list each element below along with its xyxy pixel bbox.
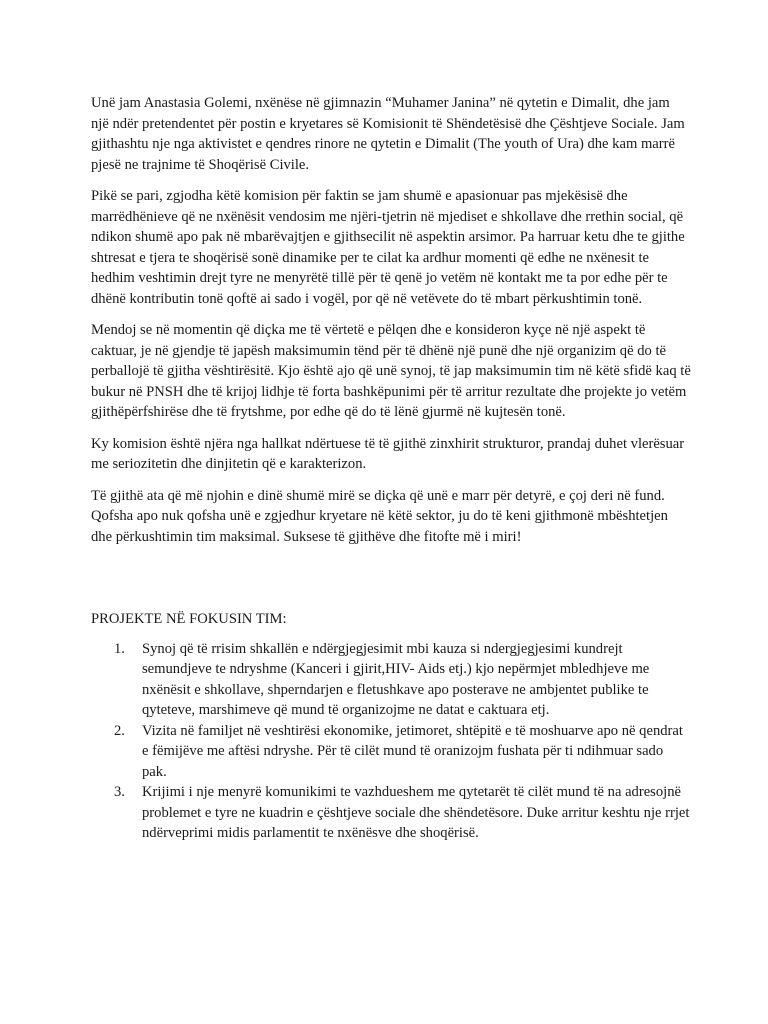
projects-list xyxy=(91,639,691,844)
closing-paragraph: Të gjithë ata që më njohin e dinë shumë mirë se diçka që unë e marr për detyrë, e çoj deri në fund. Qofsha apo nuk qofsha unë e zgjedhur kryetare në këtë sektor, ju do të keni gjithmonë mbështetjen dhe përkushtimin tim maksimal. Suksese të gjithëve dhe fitofte më i miri! xyxy=(91,487,668,545)
list-item xyxy=(91,639,691,721)
intro-paragraph: Unë jam Anastasia Golemi, nxënëse në gjimnazin “Muhamer Janina” në qytetin e Dimalit, dhe jam një ndër pretendentet për postin e kryetares së Komisionit të Shëndetësisë dhe Çështjeve Sociale. Jam gjithashtu nje nga aktivistet e qendres rinore ne qytetin e Dimalit (The youth of Ura) dhe kam marrë pjesë ne trajnime të Shoqërisë Civile. xyxy=(91,95,685,173)
list-item xyxy=(91,782,691,844)
list-item-text: Krijimi i nje menyrë komunikimi te vazhdueshem me qytetarët të cilët mund të na adresojnë problemet e tyre ne kuadrin e çështjeve sociale dhe shëndetësore. Duke arritur keshtu nje rrjet ndërveprimi midis parlamentit te nxënësve dhe shoqërisë. xyxy=(142,784,690,841)
list-item-number: 3. xyxy=(114,784,125,800)
list-item-text: Vizita në familjet në veshtirësi ekonomike, jetimoret, shtëpitë e të moshuarve apo në qendrat e fëmijëve me aftësi ndryshe. Për të cilët mund të oranizojm fushata për ti ndihmuar sado pak. xyxy=(142,722,683,780)
projects-title: PROJEKTE NË FOKUSIN TIM: xyxy=(91,611,287,627)
document-page xyxy=(91,93,691,844)
list-item-number: 1. xyxy=(114,640,125,657)
list-item-number: 2. xyxy=(114,722,125,739)
list-item-text: Synoj që të rrisim shkallën e ndërgjegjesimit mbi kauza si ndergjegjesimi kundrejt semundjeve te ndryshme (Kanceri i gjirit,HIV- Aids etj.) kjo nepërmjet mbledhjeve me nxënësit e shkollave, shperndarjen e fletushkave apo posterave ne ambjentet publike te qyteteve, marshimeve që mund të organizojme ne datat e caktuara etj. xyxy=(142,640,650,718)
commitment-paragraph: Mendoj se në momentin që diçka me të vërtetë e pëlqen dhe e konsideron kyçe në një aspekt të caktuar, je në gjendje të japësh maksimumin tënd për të dhënë një punë dhe një organizim që do të perballojë të gjitha vështirësitë. Kjo është ajo që unë synoj, të jap maksimumin tim në këtë sfidë kaq të bukur në PNSH dhe të krijoj lidhje të forta bashkëpunimi për të arritur rezultate dhe projekte jo vetëm gjithëpërfshirëse dhe të frytshme, por edhe që do të lënë gjurmë në kujtesën tonë. xyxy=(91,322,691,420)
commission-paragraph: Ky komision është njëra nga hallkat ndërtuese të të gjithë zinxhirit strukturor, prandaj duhet vlerësuar me seriozitetin dhe dinjitetin që e karakterizon. xyxy=(91,435,685,472)
motivation-paragraph: Pikë se pari, zgjodha këtë komision për faktin se jam shumë e apasionuar pas mjekësisë dhe marrëdhënieve që ne nxënësit vendosim me njëri-tjetrin në mjediset e shkollave dhe rrethin social, që ndikon shumë apo pak në mbarëvajtjen e gjithsecilit në aspektin arsimor. Pa harruar ketu dhe te gjithe shtresat e tjera te shoqërisë sonë dinamike per te cilat ka ardhur momenti që edhe ne nxënesit te hedhim veshtimin drejt tyre ne menyrëtë tillë për të qenë jo vetëm në kontakt me ta por edhe për te dhënë kontributin tonë qoftë ai sado i vogël, por që në vetëvete do të mbart përkushtimin tonë. xyxy=(91,188,685,307)
section-spacer xyxy=(91,558,691,609)
list-item xyxy=(91,721,691,783)
